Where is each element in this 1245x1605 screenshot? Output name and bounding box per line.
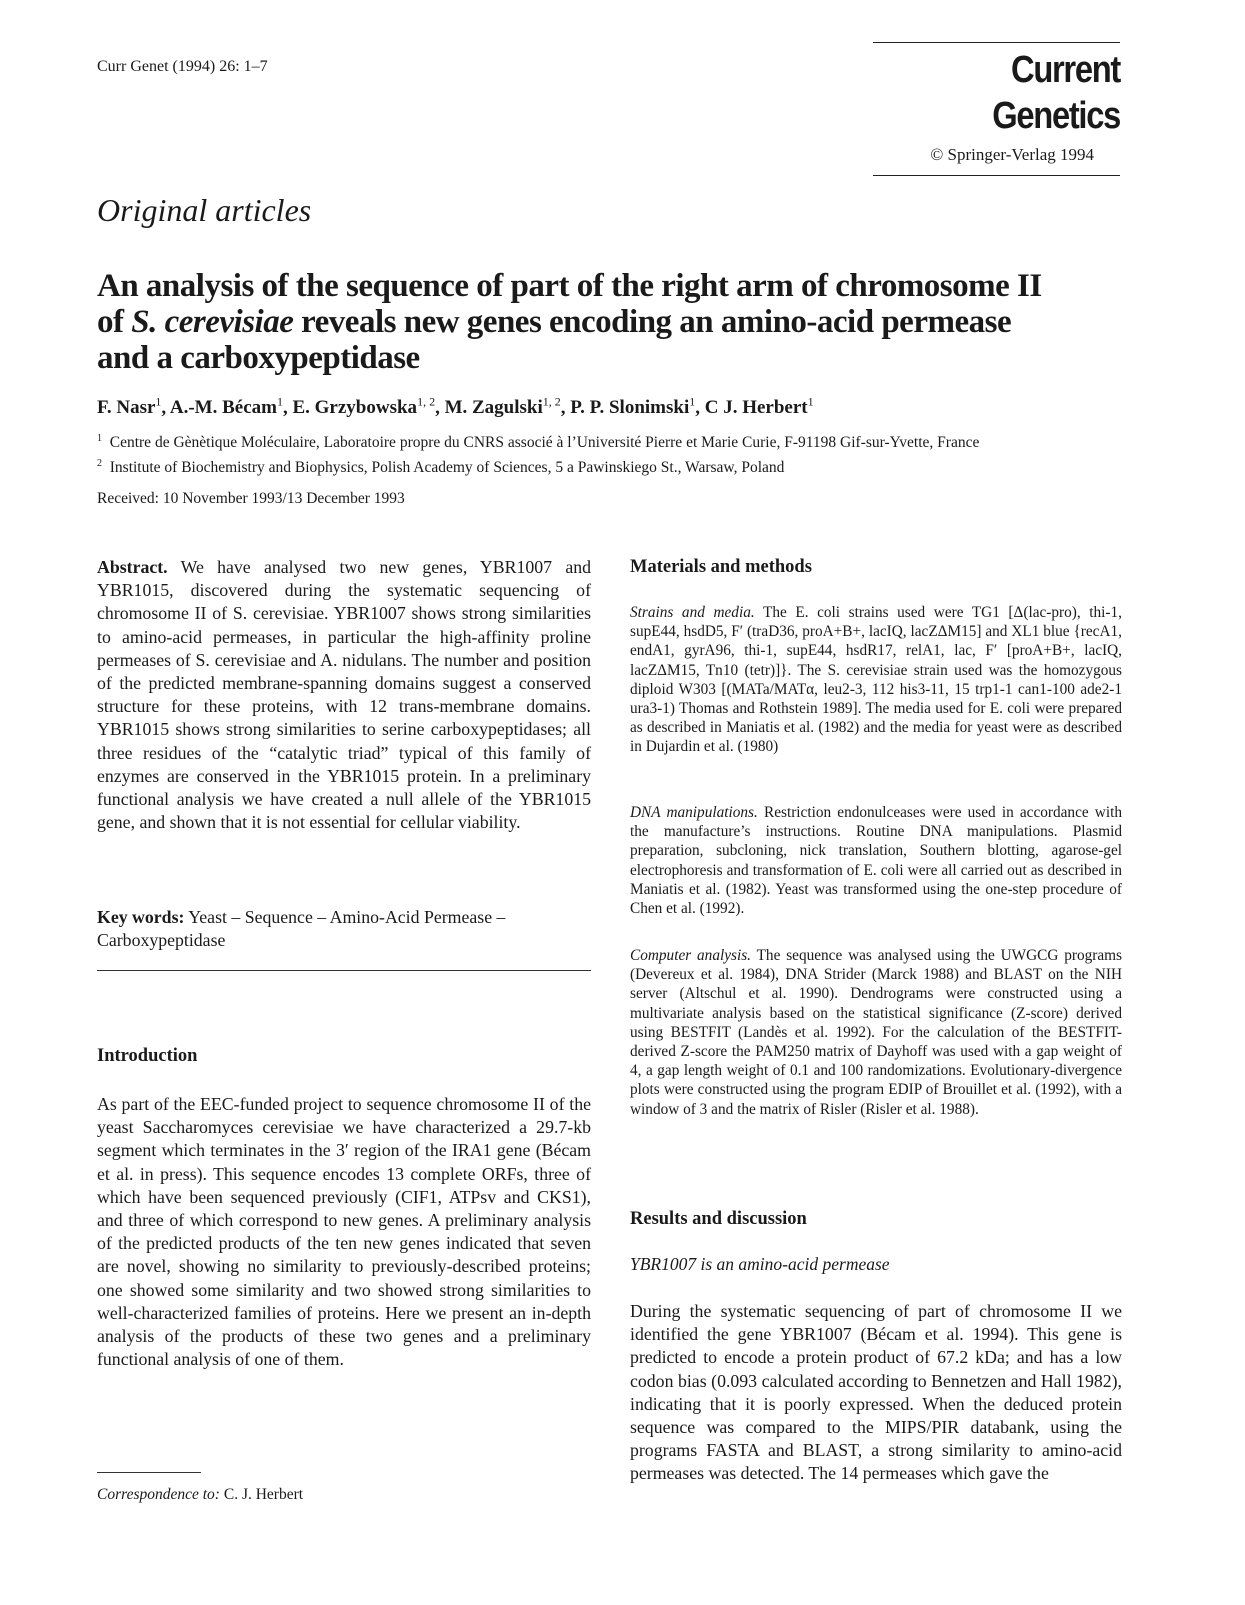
abstract-divider (97, 970, 591, 971)
title-line-1: An analysis of the sequence of part of the right arm of chromosome II (97, 268, 1042, 304)
dna-label: DNA manipulations. (630, 804, 758, 821)
abstract-label: Abstract. (97, 557, 168, 577)
title-species: S. cerevisiae (131, 304, 294, 340)
title-line-2 (97, 304, 1117, 340)
received-date: Received: 10 November 1993/13 December 1993 (97, 490, 405, 507)
author: F. Nasr$^1$ (97, 395, 162, 419)
results-text: During the systematic sequencing of part of chromosome II we identified the gene YBR1007 (Bécam et al. 1994). This gene is predicted to encode a protein product of 67.2 kDa; and has a low codon bias (0.093 calculated according to Bennetzen and Hall 1982), indicating that it is poorly expressed. When the deduced protein sequence was compared to the MIPS/PIR databank, using the programs FASTA and BLAST, a strong similarity to amino-acid permeases was detected. The 14 permeases which gave the (630, 1301, 1122, 1484)
masthead-bottom-rule (873, 175, 1120, 176)
strains-label: Strains and media. (630, 604, 755, 621)
author: E. Grzybowska$^{1, 2}$ (292, 395, 436, 419)
masthead-top-rule (873, 42, 1120, 43)
keywords-label: Key words: (97, 907, 185, 927)
materials-methods-heading: Materials and methods (630, 557, 812, 577)
title-line-3: and a carboxypeptidase (97, 340, 420, 376)
journal-name: Current Genetics (992, 49, 1120, 137)
journal-citation: Curr Genet (1994) 26: 1–7 (97, 58, 268, 75)
affiliation: $^2$ Institute of Biochemistry and Biophysics, Polish Academy of Sciences, 5 a Pawinskiego St., Warsaw, Poland (97, 458, 785, 477)
journal-masthead (873, 42, 1120, 176)
computer-label: Computer analysis. (630, 947, 751, 964)
title-text: of (97, 304, 132, 340)
keywords-text: Yeast – Sequence – Amino-Acid Permease – Carboxypeptidase (97, 907, 506, 951)
author: M. Zagulski$^{1, 2}$ (444, 395, 561, 419)
copyright-notice: © Springer-Verlag 1994 (930, 145, 1094, 164)
computer-text: The sequence was analysed using the UWGCG programs (Devereux et al. 1984), DNA Strider (Marck 1988) and BLAST on the NIH server (Altschul et al. 1990). Dendrograms were constructed using a multivariate analysis based on the statistical significance (Z-score) derived using BESTFIT (Landès et al. 1992). For the calculation of the BESTFIT-derived Z-score the PAM250 matrix of Dayhoff was used with a gap weight of 4, a gap length weight of 0.1 and 100 randomizations. Evolutionary-divergence plots were constructed using the program EDIP of Brouillet et al. (1992), with a window of 3 and the matrix of Risler (Risler et al. 1988). (630, 947, 1122, 1118)
abstract (97, 556, 591, 834)
dna-paragraph (630, 803, 1122, 918)
footnote-divider (97, 1472, 201, 1473)
introduction-text: As part of the EEC-funded project to sequence chromosome II of the yeast Saccharomyces cerevisiae we have characterized a 29.7-kb segment which terminates in the 3′ region of the IRA1 gene (Bécam et al. in press). This sequence encodes 13 complete ORFs, three of which have been sequenced previously (CIF1, ATPsv and CKS1), and three of which correspond to new genes. A preliminary analysis of the predicted products of the ten new genes indicated that seven are novel, showing no similarity to previously-described proteins; one showed some similarity and two showed strong similarities to well-characterized families of proteins. Here we present an in-depth analysis of the products of these two genes and a preliminary functional analysis of one of them. (97, 1094, 591, 1370)
affiliation: $^1$ Centre de Gènètique Moléculaire, Laboratoire propre du CNRS associé à l’Université Pierre et Marie Curie, F-91198 Gif-sur-Yvette, France (97, 433, 980, 452)
results-subheading: YBR1007 is an amino-acid permease (630, 1254, 890, 1274)
title-text: reveals new genes encoding an amino-acid permease (293, 304, 1012, 340)
correspondence-note (97, 1486, 303, 1504)
author: A.-M. Bécam$^1$ (169, 395, 283, 419)
results-heading: Results and discussion (630, 1209, 807, 1229)
abstract-text: We have analysed two new genes, YBR1007 and YBR1015, discovered during the systematic sequencing of chromosome II of S. cerevisiae. YBR1007 shows strong similarities to amino-acid permeases, in particular the high-affinity proline permeases of S. cerevisiae and A. nidulans. The number and position of the predicted membrane-spanning domains suggest a conserved structure for these proteins, with 12 trans-membrane domains. YBR1015 shows strong similarities to serine carboxypeptidases; all three residues of the “catalytic triad” typical of this family of enzymes are conserved in the YBR1015 protein. In a preliminary functional analysis we have created a null allele of the YBR1015 gene, and shown that it is not essential for cellular viability. (97, 557, 591, 833)
strains-text: The E. coli strains used were TG1 [Δ(lac-pro), thi-1, supE44, hsdD5, F′ (traD36, proA+B+, lacIQ, lacZΔM15] and XL1 blue {recA1, endA1, gyrA96, thi-1, supE44, hsdR17, relA1, lac, F′ [proA+B+, lacIQ, lacZΔM15, Tn10 (tetr)]}. The S. cerevisiae strain used was the homozygous diploid W303 [(MATa/MATα, leu2-3, 112 his3-11, 15 trp1-1 can1-100 ade2-1 ura3-1) Thomas and Rothstein 1989]. The media used for E. coli were prepared as described in Maniatis et al. (1982) and the media for yeast were as described in Dujardin et al. (1980) (630, 604, 1122, 756)
author-list: F. Nasr$^1$, A.-M. Bécam$^1$, E. Grzybowska$^{1, 2}$, M. Zagulski$^{1, 2}$, P. P. Slonimski$^1$, C J. Herbert$^1$ (97, 395, 814, 419)
correspondence-name: C. J. Herbert (223, 1486, 304, 1503)
strains-paragraph (630, 603, 1122, 757)
section-kind: Original articles (97, 192, 312, 228)
author: P. P. Slonimski$^1$ (570, 395, 696, 419)
introduction-heading: Introduction (97, 1046, 198, 1066)
author: C J. Herbert$^1$ (704, 395, 814, 419)
computer-paragraph (630, 946, 1122, 1119)
article-title (97, 268, 1117, 376)
correspondence-label: Correspondence to: (97, 1486, 220, 1503)
keywords (97, 906, 591, 952)
affiliations (97, 428, 979, 478)
dna-text: Restriction endonulceases were used in accordance with the manufacture’s instructions. Routine DNA manipulations. Plasmid preparation, subcloning, nick translation, Southern blotting, agarose-gel electrophoresis and transformation of E. coli were all carried out as described in Maniatis et al. (1982). Yeast was transformed using the one-step procedure of Chen et al. (1992). (630, 804, 1123, 918)
